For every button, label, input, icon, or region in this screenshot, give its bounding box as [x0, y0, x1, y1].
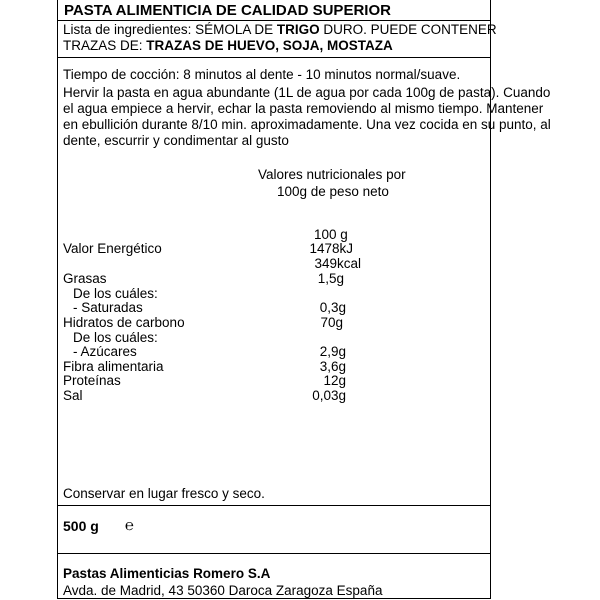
divider	[57, 505, 491, 506]
nutrition-row-label: Fibra alimentaria	[63, 359, 164, 374]
estimated-sign-icon: ℮	[125, 517, 135, 534]
company-address: Avda. de Madrid, 43 50360 Daroca Zaragoza España	[63, 583, 383, 598]
net-weight: 500 g	[63, 518, 99, 534]
nutrition-row-label: - Azúcares	[73, 344, 137, 359]
nutrition-row-value: 2,9g	[319, 344, 346, 359]
nutrition-header: 100g de peso neto	[277, 184, 389, 199]
nutrition-row-label: De los cuáles:	[73, 330, 158, 345]
nutrition-row-value: 0,03g	[312, 388, 346, 403]
nutrition-row-label: - Saturadas	[73, 300, 143, 315]
nutrition-row-value: 70g	[320, 315, 343, 330]
divider	[57, 57, 491, 58]
cooking-instructions-line: en ebullición durante 8/10 min. aproximadamente. Una vez cocida en su punto, al	[63, 117, 551, 132]
cooking-instructions-line: Hervir la pasta en agua abundante (1L de agua por cada 100g de pasta). Cuando	[63, 85, 551, 100]
nutrition-row-value: 1478kJ	[309, 241, 353, 256]
cooking-time: Tiempo de cocción: 8 minutos al dente - 10 minutos normal/suave.	[63, 67, 461, 82]
nutrition-row-value: 0,3g	[319, 300, 346, 315]
nutrition-row-label: Proteínas	[63, 373, 121, 388]
divider	[57, 553, 491, 554]
nutrition-row-value: 349kcal	[314, 256, 361, 271]
nutrition-row-label: Sal	[63, 388, 83, 403]
nutrition-row-label: Hidratos de carbono	[63, 315, 185, 330]
company-name: Pastas Alimenticias Romero S.A	[63, 566, 271, 581]
ingredients-line-1: Lista de ingredientes: SÉMOLA DE TRIGO DURO. PUEDE CONTENER	[63, 22, 497, 37]
nutrition-row-value: 1,5g	[317, 271, 344, 286]
nutrition-row-value: 12g	[323, 373, 346, 388]
cooking-instructions-line: dente, escurrir y condimentar al gusto	[63, 133, 289, 148]
nutrition-row-value: 3,6g	[319, 359, 346, 374]
nutrition-row-label: De los cuáles:	[73, 286, 158, 301]
nutrition-row-label: Grasas	[63, 271, 107, 286]
divider	[57, 20, 491, 21]
nutrition-header: Valores nutricionales por	[258, 167, 406, 182]
ingredients-line-2: TRAZAS DE: TRAZAS DE HUEVO, SOJA, MOSTAZA	[63, 38, 393, 53]
cooking-instructions-line: el agua empiece a hervir, echar la pasta removiendo al mismo tiempo. Mantener	[63, 101, 544, 116]
product-title: PASTA ALIMENTICIA DE CALIDAD SUPERIOR	[64, 2, 391, 19]
nutrition-column-header: 100 g	[314, 227, 348, 242]
storage-instructions: Conservar en lugar fresco y seco.	[63, 486, 265, 501]
nutrition-row-label: Valor Energético	[63, 241, 162, 256]
